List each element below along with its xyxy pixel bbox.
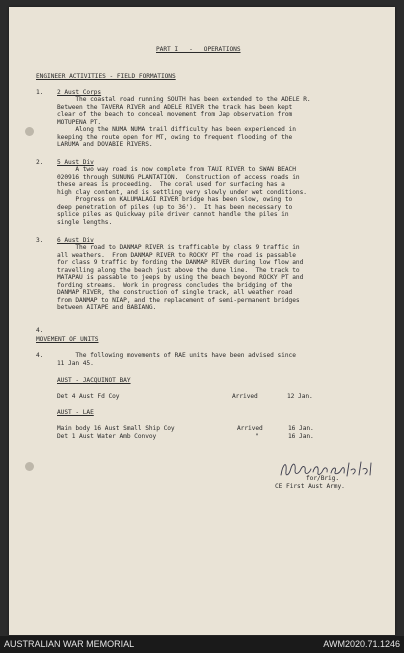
paragraph-line: 11 Jan 45.	[57, 359, 94, 367]
section-title: ENGINEER ACTIVITIES - FIELD FORMATIONS	[36, 73, 176, 80]
move-unit: Det 4 Aust Fd Coy	[57, 393, 120, 400]
item-title: 6 Aust Div	[57, 237, 94, 244]
move-action: Arrived	[232, 393, 258, 400]
page-header: PART I - OPERATIONS	[156, 46, 241, 53]
signature-title: CE First Aust Army.	[275, 483, 345, 490]
paragraph-line: all weathers. From DANMAP RIVER to ROCKY PT the road is passable	[57, 251, 296, 259]
paragraph-line: splice piles as Quickway pile driver cannot handle the piles in	[57, 211, 289, 218]
paragraph-line: MATAPAU is passable to jeeps by using the beach beyond ROCKY PT and	[57, 274, 304, 281]
destination-heading: AUST - LAE	[57, 409, 94, 416]
paragraph-line: high clay content, and is settling very slowly under wet conditions.	[57, 188, 307, 196]
item-number: 4.	[36, 327, 44, 334]
paragraph-line: Progress on KALUMALAGI RIVER bridge has been slow, owing to	[57, 196, 293, 203]
move-action: Arrived	[237, 425, 263, 432]
movement-title: MOVEMENT OF UNITS	[36, 336, 99, 343]
move-unit: Main body 16 Aust Small Ship Coy	[57, 425, 175, 432]
paragraph-line: between AITAPE and BABIANG.	[57, 304, 157, 311]
paragraph-line: these areas is proceeding. The coral used for surfacing has a	[57, 181, 285, 188]
paragraph-line: Between the TAVERA RIVER and ADELE RIVER the track has been kept	[57, 103, 293, 111]
item-number: 1.	[36, 89, 44, 96]
paragraph-line: 020916 through SUNUNG PLANTATION. Construction of access roads in	[57, 173, 300, 181]
paragraph-line: for class 9 traffic by fording the DANMAP RIVER during low flow and	[57, 259, 304, 266]
punch-hole	[25, 127, 34, 136]
punch-hole	[25, 462, 34, 471]
archive-footer	[0, 636, 404, 653]
item-number: 2.	[36, 159, 44, 166]
signature-rank: for/Brig.	[306, 475, 340, 482]
destination-heading: AUST - JACQUINOT BAY	[57, 377, 131, 384]
paragraph-line: fording streams. Work in progress concludes the bridging of the	[57, 281, 293, 289]
paragraph-line: deep penetration of piles (up to 36'). It has been necessary to	[57, 203, 293, 211]
paragraph-line: Along the NUMA NUMA trail difficulty has been experienced in	[57, 126, 296, 133]
item-number: 4.	[36, 352, 44, 359]
paragraph-line: The road to DANMAP RIVER is trafficable by class 9 traffic in	[57, 244, 300, 251]
paragraph-line: The following movements of RAE units have been advised since	[57, 352, 296, 359]
move-date: 12 Jan.	[287, 393, 313, 400]
paragraph-line: from DANMAP to NIAP, and the replacement of semi-permanent bridges	[57, 296, 300, 304]
paragraph-line: single lengths.	[57, 218, 113, 226]
item-title: 5 Aust Div	[57, 159, 94, 166]
paragraph-line: keeping the route open for MT, owing to frequent flooding of the	[57, 133, 293, 141]
archive-name: AUSTRALIAN WAR MEMORIAL	[4, 639, 135, 649]
paragraph-line: LARUMA and DOVABIE RIVERS.	[57, 141, 153, 148]
archive-reference: AWM2020.71.1246	[323, 639, 400, 649]
paragraph-line: A two way road is now complete from TAUI RIVER to SWAN BEACH	[57, 166, 296, 173]
paragraph-line: clear of the beach to conceal movement from Jap observation from	[57, 111, 293, 118]
move-date: 16 Jan.	[288, 425, 314, 432]
move-unit: Det 1 Aust Water Amb Convoy	[57, 432, 157, 440]
document-page	[9, 7, 395, 635]
paragraph-line: MOTUPENA PT.	[57, 118, 102, 126]
move-action: "	[255, 432, 259, 440]
item-number: 3.	[36, 237, 44, 244]
paragraph-line: DANMAP RIVER, the construction of single track, all weather road	[57, 289, 293, 296]
paragraph-line: The coastal road running SOUTH has been extended to the ADELE R.	[57, 96, 311, 103]
move-date: 16 Jan.	[288, 432, 314, 440]
item-title: 2 Aust Corps	[57, 89, 102, 96]
paragraph-line: travelling along the beach just above the dune line. The track to	[57, 266, 300, 274]
